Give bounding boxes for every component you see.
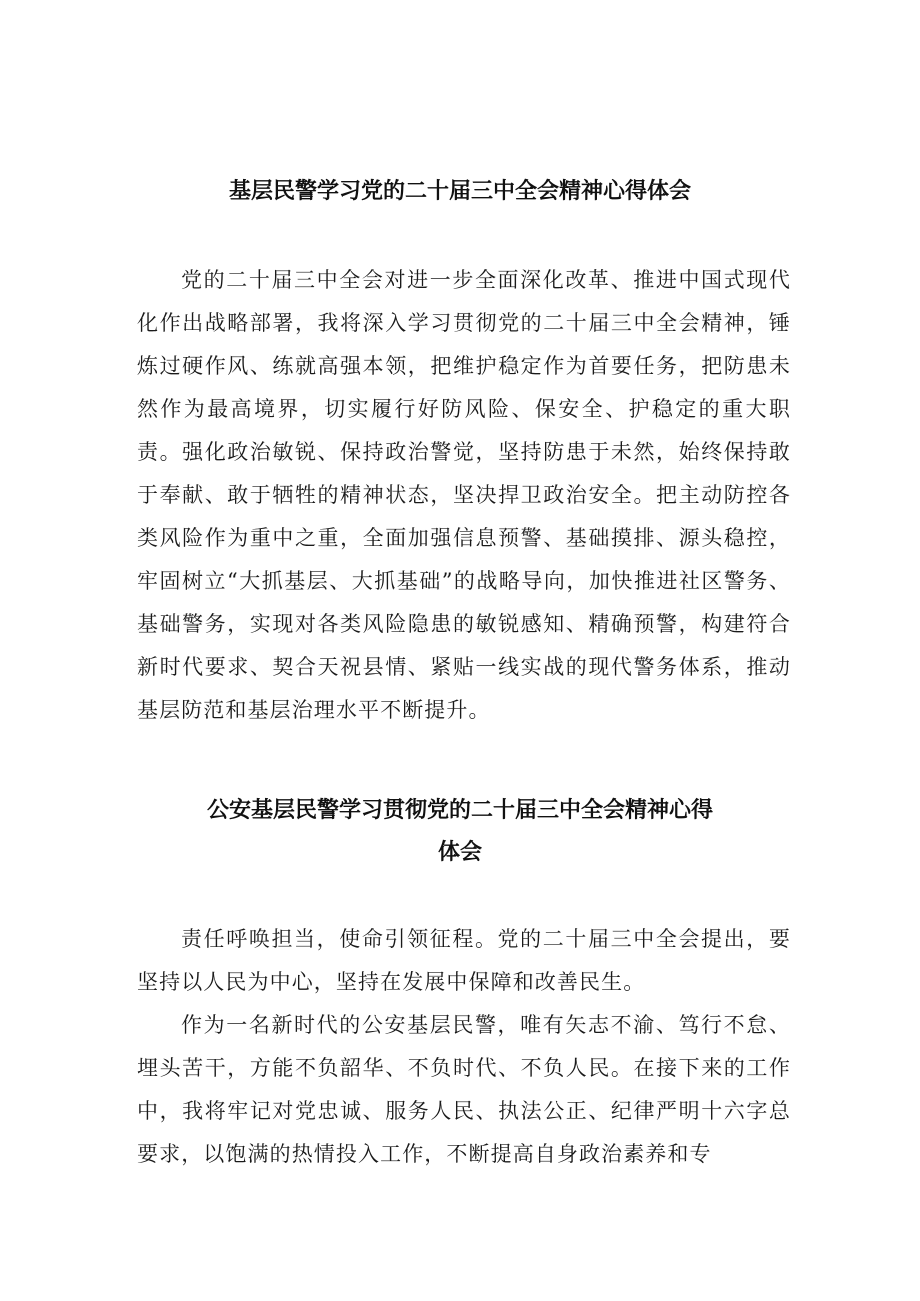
section-1-paragraph-1: 党的二十届三中全会对进一步全面深化改革、推进中国式现代化作出战略部署，我将深入学习贯彻党的二十届三中全会精神，锤炼过硬作风、练就高强本领，把维护稳定作为首要任务，把防患未然作为最高境界，切实履行好防风险、保安全、护稳定的重大职责。强化政治敏锐、保持政治警觉，坚持防患于未然，始终保持敢于奉献、敢于牺牲的精神状态，坚决捍卫政治安全。把主动防控各类风险作为重中之重，全面加强信息预警、基础摸排、源头稳控，牢固树立“大抓基层、大抓基础”的战略导向，加快推进社区警务、基础警务，实现对各类风险隐患的敏锐感知、精确预警，构建符合新时代要求、契合天祝县情、紧贴一线实战的现代警务体系，推动基层防范和基层治理水平不断提升。 <box>137 268 791 722</box>
section-1-title: 基层民警学习党的二十届三中全会精神心得体会 <box>228 179 691 204</box>
section-2-title-line-1: 公安基层民警学习贯彻党的二十届三中全会精神心得 <box>206 798 713 823</box>
section-2-title <box>0 790 920 874</box>
section-2-paragraph-2: 作为一名新时代的公安基层民警，唯有矢志不渝、笃行不怠、埋头苦干，方能不负韶华、不负时代、不负人民。在接下来的工作中，我将牢记对党忠诚、服务人民、执法公正、纪律严明十六字总要求，以饱满的热情投入工作，不断提高自身政治素养和专 <box>137 1013 791 1166</box>
section-2-title-line-2: 体会 <box>437 840 482 865</box>
section-2-paragraph-1: 责任呼唤担当，使命引领征程。党的二十届三中全会提出，要坚持以人民为中心，坚持在发展中保障和改善民生。 <box>137 927 791 994</box>
